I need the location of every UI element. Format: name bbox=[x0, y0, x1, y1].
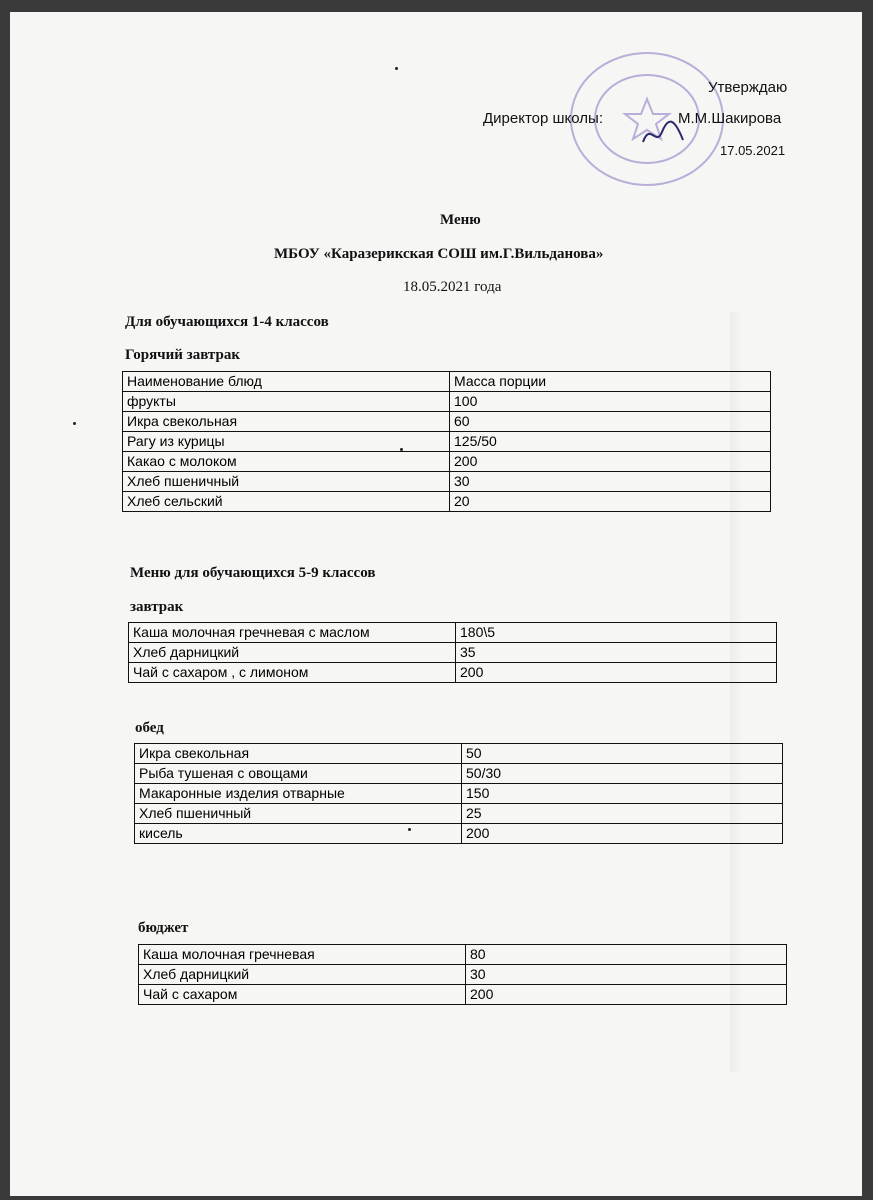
portion-weight: 200 bbox=[450, 452, 771, 472]
menu-date: 18.05.2021 года bbox=[403, 279, 502, 295]
group1-table bbox=[122, 371, 771, 512]
table-row bbox=[123, 452, 771, 472]
page-title: Меню bbox=[440, 212, 481, 228]
table-row bbox=[135, 824, 783, 844]
dish-name: Хлеб дарницкий bbox=[139, 965, 466, 985]
column-header: Масса порции bbox=[450, 372, 771, 392]
table-row bbox=[129, 623, 777, 643]
dish-name: Чай с сахаром , с лимоном bbox=[129, 663, 456, 683]
table-row bbox=[129, 643, 777, 663]
table-row bbox=[123, 472, 771, 492]
portion-weight: 125/50 bbox=[450, 432, 771, 452]
table-row bbox=[129, 663, 777, 683]
approval-date: 17.05.2021 bbox=[720, 143, 786, 158]
table-row bbox=[123, 492, 771, 512]
dish-name: Икра свекольная bbox=[123, 412, 450, 432]
table-row bbox=[123, 412, 771, 432]
portion-weight: 30 bbox=[450, 472, 771, 492]
table-row bbox=[135, 804, 783, 824]
portion-weight: 150 bbox=[462, 784, 783, 804]
dish-name: Хлеб пшеничный bbox=[135, 804, 462, 824]
group1-title: Для обучающихся 1-4 классов bbox=[125, 314, 329, 330]
table-row bbox=[139, 945, 787, 965]
budget-label: бюджет bbox=[138, 920, 189, 936]
column-header: Наименование блюд bbox=[123, 372, 450, 392]
portion-weight: 20 bbox=[450, 492, 771, 512]
scan-speck bbox=[395, 67, 398, 70]
group2-title: Меню для обучающихся 5-9 классов bbox=[130, 565, 376, 581]
portion-weight: 200 bbox=[456, 663, 777, 683]
portion-weight: 35 bbox=[456, 643, 777, 663]
dish-name: Каша молочная гречневая bbox=[139, 945, 466, 965]
table-row bbox=[135, 784, 783, 804]
portion-weight: 80 bbox=[466, 945, 787, 965]
table-row bbox=[123, 432, 771, 452]
table-row bbox=[135, 764, 783, 784]
dish-name: Какао с молоком bbox=[123, 452, 450, 472]
portion-weight: 30 bbox=[466, 965, 787, 985]
portion-weight: 200 bbox=[462, 824, 783, 844]
approval-label: Утверждаю bbox=[708, 79, 788, 96]
dish-name: кисель bbox=[135, 824, 462, 844]
table-row bbox=[135, 744, 783, 764]
dish-name: Хлеб дарницкий bbox=[129, 643, 456, 663]
scan-speck bbox=[408, 828, 411, 831]
scan-speck bbox=[73, 422, 76, 425]
portion-weight: 180\5 bbox=[456, 623, 777, 643]
dish-name: Хлеб сельский bbox=[123, 492, 450, 512]
portion-weight: 60 bbox=[450, 412, 771, 432]
portion-weight: 200 bbox=[466, 985, 787, 1005]
dish-name: Макаронные изделия отварные bbox=[135, 784, 462, 804]
dish-name: Рыба тушеная с овощами bbox=[135, 764, 462, 784]
school-name: МБОУ «Каразерикская СОШ им.Г.Вильданова» bbox=[274, 246, 604, 262]
group1-meal: Горячий завтрак bbox=[125, 347, 240, 363]
dish-name: Хлеб пшеничный bbox=[123, 472, 450, 492]
document-page bbox=[10, 12, 862, 1196]
dish-name: фрукты bbox=[123, 392, 450, 412]
table-row bbox=[139, 965, 787, 985]
budget-table bbox=[138, 944, 787, 1005]
approval-position: Директор школы: bbox=[483, 110, 603, 127]
dish-name: Икра свекольная bbox=[135, 744, 462, 764]
lunch-label: обед bbox=[135, 720, 164, 736]
table-row bbox=[139, 985, 787, 1005]
table-row bbox=[123, 392, 771, 412]
approval-name: М.М.Шакирова bbox=[678, 110, 782, 127]
lunch-table bbox=[134, 743, 783, 844]
dish-name: Каша молочная гречневая с маслом bbox=[129, 623, 456, 643]
breakfast-label: завтрак bbox=[130, 599, 184, 615]
portion-weight: 50/30 bbox=[462, 764, 783, 784]
portion-weight: 50 bbox=[462, 744, 783, 764]
table-header-row bbox=[123, 372, 771, 392]
scan-speck bbox=[400, 448, 403, 451]
portion-weight: 25 bbox=[462, 804, 783, 824]
breakfast-table bbox=[128, 622, 777, 683]
dish-name: Чай с сахаром bbox=[139, 985, 466, 1005]
dish-name: Рагу из курицы bbox=[123, 432, 450, 452]
portion-weight: 100 bbox=[450, 392, 771, 412]
